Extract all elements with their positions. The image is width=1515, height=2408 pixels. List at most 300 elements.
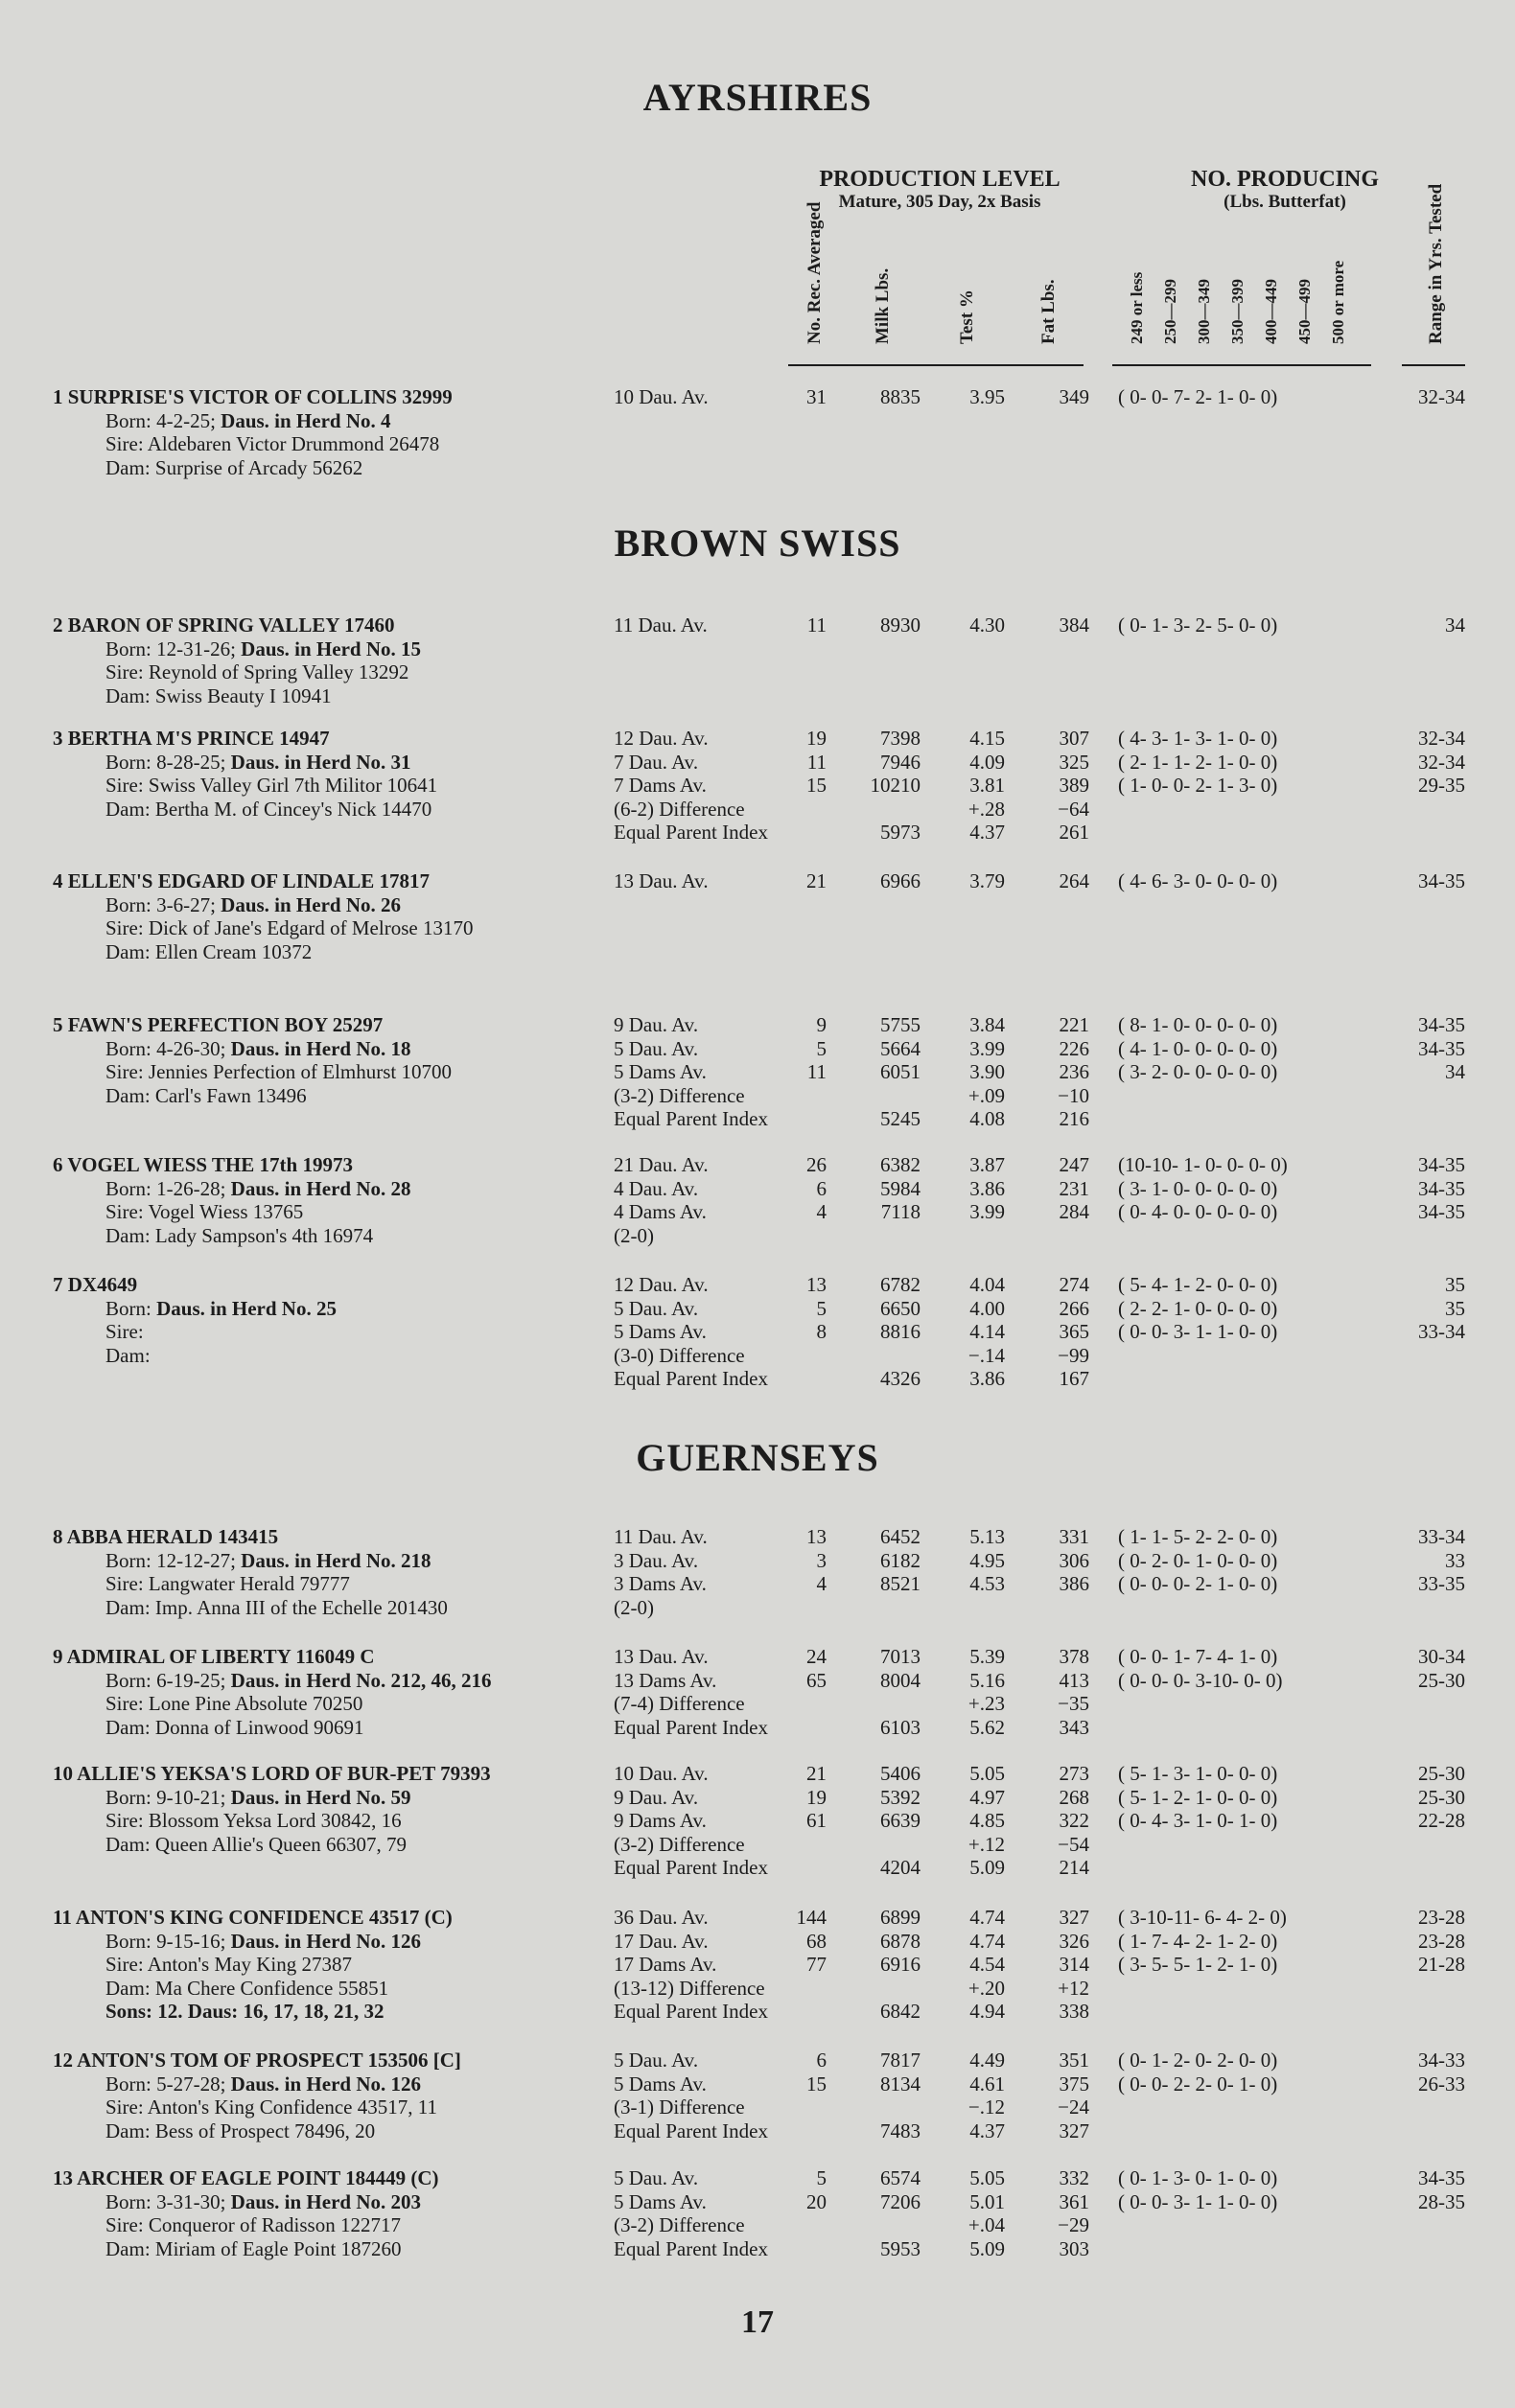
fat-lbs: 273 — [1059, 1762, 1089, 1785]
born-line — [105, 1177, 411, 1200]
fat-lbs: −99 — [1058, 1343, 1089, 1367]
milk-lbs: 7206 — [880, 2189, 921, 2213]
rec-averaged: 5 — [816, 2166, 827, 2189]
basis-label: 5 Dau. Av. — [614, 1296, 699, 1320]
basis-label: 7 Dau. Av. — [614, 750, 699, 774]
basis-label: 5 Dams Av. — [614, 1320, 707, 1344]
years-tested: 35 — [1445, 1273, 1465, 1296]
sire-line: Sire: Dick of Jane's Edgard of Melrose 13170 — [105, 916, 474, 940]
butterfat-distribution: ( 0- 1- 3- 2- 5- 0- 0) — [1118, 614, 1278, 637]
rec-averaged: 5 — [816, 1036, 827, 1060]
basis-label: 17 Dau. Av. — [614, 1929, 709, 1953]
butterfat-distribution: ( 0- 0- 7- 2- 1- 0- 0) — [1118, 385, 1278, 408]
basis-label: Equal Parent Index — [614, 1367, 768, 1391]
years-tested: 34-35 — [1418, 2166, 1465, 2189]
basis-label: 10 Dau. Av. — [614, 385, 709, 408]
years-tested: 23-28 — [1418, 1929, 1465, 1953]
section-title: AYRSHIRES — [642, 76, 873, 119]
basis-label: Equal Parent Index — [614, 821, 768, 845]
fat-lbs: 314 — [1059, 1953, 1089, 1977]
test-percent: 4.74 — [969, 1929, 1005, 1953]
test-percent: 3.79 — [969, 869, 1005, 892]
fat-lbs: −24 — [1058, 2095, 1089, 2119]
rec-averaged: 144 — [796, 1906, 827, 1929]
production-basis-subheader: Mature, 305 Day, 2x Basis — [838, 192, 1041, 212]
dam-line: Dam: Imp. Anna III of the Echelle 201430 — [105, 1595, 448, 1619]
fat-lbs: 343 — [1059, 1715, 1089, 1739]
rec-averaged: 13 — [806, 1525, 827, 1548]
test-percent: 4.85 — [969, 1809, 1005, 1833]
years-tested: 34-33 — [1418, 2049, 1465, 2072]
milk-lbs: 6842 — [880, 2000, 921, 2024]
milk-lbs: 7817 — [880, 2049, 921, 2072]
rec-averaged: 4 — [816, 1200, 827, 1224]
rec-averaged: 15 — [806, 2072, 827, 2095]
rec-averaged: 13 — [806, 1273, 827, 1296]
dam-line: Dam: — [105, 1343, 151, 1367]
test-percent: 4.54 — [969, 1953, 1005, 1977]
fat-lbs: +12 — [1058, 1976, 1089, 2000]
years-tested: 34 — [1445, 1060, 1465, 1084]
sire-line: Sire: Conqueror of Radisson 122717 — [105, 2213, 401, 2237]
milk-lbs: 7013 — [880, 1645, 921, 1668]
basis-label: (3-2) Difference — [614, 1083, 745, 1107]
header-rule — [788, 364, 1084, 366]
milk-lbs: 6916 — [880, 1953, 921, 1977]
no-producing-header: NO. PRODUCING — [1191, 167, 1379, 192]
rec-averaged: 61 — [806, 1809, 827, 1833]
butterfat-distribution: ( 0- 2- 0- 1- 0- 0- 0) — [1118, 1548, 1278, 1572]
rec-averaged: 31 — [806, 385, 827, 408]
born-date: Born: 4-26-30; — [105, 1036, 226, 1060]
rec-averaged: 19 — [806, 727, 827, 750]
test-percent: +.20 — [967, 1976, 1005, 2000]
sire-line: Sire: Anton's King Confidence 43517, 11 — [105, 2095, 437, 2119]
fat-lbs: 326 — [1059, 1929, 1089, 1953]
years-tested: 33 — [1445, 1548, 1465, 1572]
rec-averaged: 65 — [806, 1668, 827, 1692]
years-tested: 33-35 — [1418, 1572, 1465, 1596]
test-percent: 3.90 — [969, 1060, 1005, 1084]
butterfat-distribution: ( 0- 4- 3- 1- 0- 1- 0) — [1118, 1809, 1278, 1833]
col-header-dist-4: 400—449 — [1262, 279, 1280, 344]
milk-lbs: 6182 — [880, 1548, 921, 1572]
test-percent: 3.95 — [969, 385, 1005, 408]
years-tested: 25-30 — [1418, 1785, 1465, 1809]
milk-lbs: 6639 — [880, 1809, 921, 1833]
basis-label: 11 Dau. Av. — [614, 1525, 708, 1548]
rec-averaged: 77 — [806, 1953, 827, 1977]
fat-lbs: 331 — [1059, 1525, 1089, 1548]
fat-lbs: 332 — [1059, 2166, 1089, 2189]
fat-lbs: 264 — [1059, 869, 1089, 892]
basis-label: Equal Parent Index — [614, 1715, 768, 1739]
test-percent: 4.61 — [969, 2072, 1005, 2095]
butterfat-distribution: ( 0- 0- 2- 2- 0- 1- 0) — [1118, 2072, 1278, 2095]
basis-label: 5 Dau. Av. — [614, 2049, 699, 2072]
page-number: 17 — [741, 2304, 774, 2340]
rec-averaged: 21 — [806, 869, 827, 892]
herd-number: Daus. in Herd No. 59 — [230, 1785, 411, 1809]
col-header-dist-2: 300—349 — [1195, 279, 1213, 344]
col-header-dist-6: 500 or more — [1329, 260, 1347, 344]
test-percent: 3.86 — [969, 1367, 1005, 1391]
milk-lbs: 6878 — [880, 1929, 921, 1953]
fat-lbs: 236 — [1059, 1060, 1089, 1084]
basis-label: 5 Dau. Av. — [614, 2166, 699, 2189]
sire-name: 8 ABBA HERALD 143415 — [53, 1525, 279, 1548]
col-header-range: Range in Yrs. Tested — [1426, 183, 1446, 344]
dam-line: Dam: Carl's Fawn 13496 — [105, 1083, 307, 1107]
born-line — [105, 637, 421, 660]
fat-lbs: 361 — [1059, 2189, 1089, 2213]
test-percent: 4.04 — [969, 1273, 1005, 1296]
butterfat-distribution: ( 4- 6- 3- 0- 0- 0- 0) — [1118, 869, 1278, 892]
basis-label: (7-4) Difference — [614, 1692, 745, 1716]
test-percent: +.28 — [967, 797, 1005, 821]
years-tested: 34-35 — [1418, 1013, 1465, 1036]
fat-lbs: 268 — [1059, 1785, 1089, 1809]
herd-number: Daus. in Herd No. 28 — [230, 1176, 411, 1200]
test-percent: +.09 — [967, 1083, 1005, 1107]
test-percent: 5.39 — [969, 1645, 1005, 1668]
years-tested: 21-28 — [1418, 1953, 1465, 1977]
test-percent: 4.30 — [969, 614, 1005, 637]
herd-number: Daus. in Herd No. 15 — [241, 637, 422, 660]
fat-lbs: 378 — [1059, 1645, 1089, 1668]
basis-label: 11 Dau. Av. — [614, 614, 708, 637]
sire-name: 4 ELLEN'S EDGARD OF LINDALE 17817 — [53, 869, 431, 892]
butterfat-distribution: ( 0- 1- 2- 0- 2- 0- 0) — [1118, 2049, 1278, 2072]
rec-averaged: 3 — [816, 1548, 827, 1572]
born-date: Born: 12-31-26; — [105, 637, 236, 660]
production-level-header: PRODUCTION LEVEL — [819, 167, 1060, 192]
test-percent: 4.97 — [969, 1785, 1005, 1809]
dam-line: Dam: Surprise of Arcady 56262 — [105, 455, 363, 479]
test-percent: 4.95 — [969, 1548, 1005, 1572]
butterfat-distribution: ( 4- 3- 1- 3- 1- 0- 0) — [1118, 727, 1278, 750]
rec-averaged: 11 — [806, 1060, 827, 1084]
milk-lbs: 6966 — [880, 869, 921, 892]
milk-lbs: 8835 — [880, 385, 921, 408]
basis-label: Equal Parent Index — [614, 2119, 768, 2142]
fat-lbs: 221 — [1059, 1013, 1089, 1036]
herd-number: Daus. in Herd No. 126 — [230, 2072, 422, 2095]
rec-averaged: 4 — [816, 1572, 827, 1596]
born-line — [105, 751, 411, 774]
test-percent: 3.87 — [969, 1153, 1005, 1176]
born-date: Born: 12-12-27; — [105, 1548, 236, 1572]
herd-number: Daus. in Herd No. 18 — [230, 1036, 411, 1060]
test-percent: 4.94 — [969, 2000, 1005, 2024]
dam-line: Dam: Miriam of Eagle Point 187260 — [105, 2236, 402, 2260]
fat-lbs: 284 — [1059, 1200, 1089, 1224]
milk-lbs: 5406 — [880, 1762, 921, 1785]
sire-name: 2 BARON OF SPRING VALLEY 17460 — [53, 614, 395, 637]
fat-lbs: 338 — [1059, 2000, 1089, 2024]
basis-label: (3-0) Difference — [614, 1343, 745, 1367]
dam-line: Dam: Bess of Prospect 78496, 20 — [105, 2119, 376, 2142]
test-percent: 3.99 — [969, 1036, 1005, 1060]
years-tested: 34-35 — [1418, 1036, 1465, 1060]
basis-label: 9 Dams Av. — [614, 1809, 707, 1833]
test-percent: 5.13 — [969, 1525, 1005, 1548]
test-percent: 5.09 — [969, 2236, 1005, 2260]
fat-lbs: 274 — [1059, 1273, 1089, 1296]
basis-label: (3-2) Difference — [614, 1832, 745, 1856]
sire-line: Sire: Reynold of Spring Valley 13292 — [105, 660, 409, 684]
milk-lbs: 5755 — [880, 1013, 921, 1036]
sire-name: 9 ADMIRAL OF LIBERTY 116049 C — [53, 1645, 375, 1668]
years-tested: 30-34 — [1418, 1645, 1465, 1668]
rec-averaged: 8 — [816, 1320, 827, 1344]
basis-label: 5 Dams Av. — [614, 2072, 707, 2095]
years-tested: 33-34 — [1418, 1320, 1465, 1344]
fat-lbs: 167 — [1059, 1367, 1089, 1391]
col-header-milk: Milk Lbs. — [873, 267, 893, 344]
born-line — [105, 1669, 492, 1692]
sire-name: 7 DX4649 — [53, 1273, 138, 1296]
col-header-test: Test % — [957, 289, 977, 344]
milk-lbs: 7118 — [880, 1200, 921, 1224]
basis-label: 5 Dams Av. — [614, 1060, 707, 1084]
born-date: Born: 5-27-28; — [105, 2072, 226, 2095]
butterfat-distribution: ( 2- 1- 1- 2- 1- 0- 0) — [1118, 750, 1278, 774]
herd-number: Daus. in Herd No. 126 — [230, 1929, 422, 1953]
basis-label: 13 Dau. Av. — [614, 869, 709, 892]
milk-lbs: 6574 — [880, 2166, 921, 2189]
years-tested: 34-35 — [1418, 1153, 1465, 1176]
basis-label: 21 Dau. Av. — [614, 1153, 709, 1176]
header-rule — [1112, 364, 1371, 366]
test-percent: 4.37 — [969, 821, 1005, 845]
fat-lbs: −64 — [1058, 797, 1089, 821]
milk-lbs: 7398 — [880, 727, 921, 750]
butterfat-distribution: ( 0- 0- 3- 1- 1- 0- 0) — [1118, 2189, 1278, 2213]
sire-name: 6 VOGEL WIESS THE 17th 19973 — [53, 1153, 353, 1176]
born-line — [105, 893, 401, 916]
years-tested: 29-35 — [1418, 774, 1465, 798]
fat-lbs: 349 — [1059, 385, 1089, 408]
fat-lbs: 231 — [1059, 1176, 1089, 1200]
test-percent: 5.62 — [969, 1715, 1005, 1739]
born-date: Born: 8-28-25; — [105, 750, 226, 774]
section-title: GUERNSEYS — [636, 1436, 879, 1479]
butterfat-distribution: ( 0- 1- 3- 0- 1- 0- 0) — [1118, 2166, 1278, 2189]
years-tested: 34 — [1445, 614, 1465, 637]
section-title: BROWN SWISS — [614, 521, 901, 565]
sire-line: Sire: Anton's May King 27387 — [105, 1953, 352, 1977]
basis-label: (3-1) Difference — [614, 2095, 745, 2119]
header-rule — [1402, 364, 1465, 366]
butterfat-distribution: ( 4- 1- 0- 0- 0- 0- 0) — [1118, 1036, 1278, 1060]
basis-label: 10 Dau. Av. — [614, 1762, 709, 1785]
years-tested: 34-35 — [1418, 1176, 1465, 1200]
basis-label: (2-0) — [614, 1223, 654, 1247]
test-percent: 5.01 — [969, 2189, 1005, 2213]
fat-lbs: 216 — [1059, 1107, 1089, 1131]
butterfat-distribution: ( 3- 1- 0- 0- 0- 0- 0) — [1118, 1176, 1278, 1200]
basis-label: 5 Dams Av. — [614, 2189, 707, 2213]
butterfat-distribution: ( 3-10-11- 6- 4- 2- 0) — [1118, 1906, 1287, 1929]
fat-lbs: 365 — [1059, 1320, 1089, 1344]
milk-lbs: 6782 — [880, 1273, 921, 1296]
rec-averaged: 24 — [806, 1645, 827, 1668]
fat-lbs: 303 — [1059, 2236, 1089, 2260]
milk-lbs: 5392 — [880, 1785, 921, 1809]
test-percent: +.04 — [967, 2213, 1005, 2237]
herd-number: Daus. in Herd No. 31 — [230, 750, 411, 774]
dam-line: Dam: Ma Chere Confidence 55851 — [105, 1976, 389, 2000]
sire-name: 13 ARCHER OF EAGLE POINT 184449 (C) — [53, 2166, 439, 2189]
basis-label: (3-2) Difference — [614, 2213, 745, 2237]
milk-lbs: 8521 — [880, 1572, 921, 1596]
basis-label: (13-12) Difference — [614, 1976, 765, 2000]
butterfat-distribution: ( 0- 4- 0- 0- 0- 0- 0) — [1118, 1200, 1278, 1224]
sire-line: Sire: Lone Pine Absolute 70250 — [105, 1692, 363, 1716]
years-tested: 23-28 — [1418, 1906, 1465, 1929]
years-tested: 25-30 — [1418, 1762, 1465, 1785]
test-percent: 4.08 — [969, 1107, 1005, 1131]
born-date: Born: 4-2-25; — [105, 408, 216, 432]
rec-averaged: 6 — [816, 1176, 827, 1200]
basis-label: 12 Dau. Av. — [614, 727, 709, 750]
basis-label: 3 Dams Av. — [614, 1572, 707, 1596]
years-tested: 34-35 — [1418, 1200, 1465, 1224]
rec-averaged: 26 — [806, 1153, 827, 1176]
years-tested: 28-35 — [1418, 2189, 1465, 2213]
born-date: Born: 3-31-30; — [105, 2189, 226, 2213]
fat-lbs: 266 — [1059, 1296, 1089, 1320]
milk-lbs: 6650 — [880, 1296, 921, 1320]
sons-line: Sons: 12. Daus: 16, 17, 18, 21, 32 — [105, 2000, 385, 2024]
test-percent: 4.15 — [969, 727, 1005, 750]
basis-label: 13 Dau. Av. — [614, 1645, 709, 1668]
sire-line: Sire: Langwater Herald 79777 — [105, 1572, 350, 1596]
years-tested: 33-34 — [1418, 1525, 1465, 1548]
col-header-no-rec: No. Rec. Averaged — [804, 201, 825, 344]
basis-label: 5 Dau. Av. — [614, 1036, 699, 1060]
rec-averaged: 21 — [806, 1762, 827, 1785]
rec-averaged: 20 — [806, 2189, 827, 2213]
rec-averaged: 11 — [806, 750, 827, 774]
born-line — [105, 2190, 421, 2213]
rec-averaged: 19 — [806, 1785, 827, 1809]
butterfat-distribution: ( 1- 0- 0- 2- 1- 3- 0) — [1118, 774, 1278, 798]
born-line — [105, 1786, 411, 1809]
test-percent: 5.16 — [969, 1668, 1005, 1692]
fat-lbs: −35 — [1058, 1692, 1089, 1716]
born-line — [105, 409, 391, 432]
born-date: Born: — [105, 1296, 152, 1320]
fat-lbs: 375 — [1059, 2072, 1089, 2095]
fat-lbs: 307 — [1059, 727, 1089, 750]
born-date: Born: 3-6-27; — [105, 892, 216, 916]
butterfat-distribution: ( 0- 0- 3- 1- 1- 0- 0) — [1118, 1320, 1278, 1344]
rec-averaged: 15 — [806, 774, 827, 798]
basis-label: 3 Dau. Av. — [614, 1548, 699, 1572]
sire-line: Sire: Swiss Valley Girl 7th Militor 10641 — [105, 774, 438, 798]
fat-lbs: 306 — [1059, 1548, 1089, 1572]
milk-lbs: 6382 — [880, 1153, 921, 1176]
test-percent: 3.81 — [969, 774, 1005, 798]
sire-name: 12 ANTON'S TOM OF PROSPECT 153506 [C] — [53, 2049, 461, 2072]
basis-label: Equal Parent Index — [614, 1107, 768, 1131]
fat-lbs: 327 — [1059, 1906, 1089, 1929]
born-line — [105, 2072, 421, 2095]
rec-averaged: 5 — [816, 1296, 827, 1320]
born-date: Born: 6-19-25; — [105, 1668, 226, 1692]
butterfat-distribution: ( 8- 1- 0- 0- 0- 0- 0) — [1118, 1013, 1278, 1036]
sire-name: 5 FAWN'S PERFECTION BOY 25297 — [53, 1013, 384, 1036]
basis-label: (6-2) Difference — [614, 797, 745, 821]
fat-lbs: −10 — [1058, 1083, 1089, 1107]
milk-lbs: 4326 — [880, 1367, 921, 1391]
years-tested: 26-33 — [1418, 2072, 1465, 2095]
born-date: Born: 9-10-21; — [105, 1785, 226, 1809]
sire-name: 1 SURPRISE'S VICTOR OF COLLINS 32999 — [53, 385, 453, 408]
dam-line: Dam: Queen Allie's Queen 66307, 79 — [105, 1832, 408, 1856]
butterfat-distribution: ( 0- 0- 0- 3-10- 0- 0) — [1118, 1668, 1283, 1692]
col-header-dist-0: 249 or less — [1128, 271, 1146, 344]
test-percent: 3.99 — [969, 1200, 1005, 1224]
butterfat-distribution: ( 0- 0- 1- 7- 4- 1- 0) — [1118, 1645, 1278, 1668]
test-percent: 4.74 — [969, 1906, 1005, 1929]
fat-lbs: 325 — [1059, 750, 1089, 774]
sire-line: Sire: Aldebaren Victor Drummond 26478 — [105, 432, 440, 456]
fat-lbs: 327 — [1059, 2119, 1089, 2142]
butterfat-distribution: ( 5- 1- 2- 1- 0- 0- 0) — [1118, 1785, 1278, 1809]
years-tested: 32-34 — [1418, 750, 1465, 774]
milk-lbs: 6051 — [880, 1060, 921, 1084]
sire-line: Sire: Jennies Perfection of Elmhurst 10700 — [105, 1060, 453, 1084]
born-line — [105, 1930, 421, 1953]
test-percent: 4.53 — [969, 1572, 1005, 1596]
basis-label: 12 Dau. Av. — [614, 1273, 709, 1296]
milk-lbs: 6899 — [880, 1906, 921, 1929]
fat-lbs: −54 — [1058, 1832, 1089, 1856]
milk-lbs: 7483 — [880, 2119, 921, 2142]
years-tested: 35 — [1445, 1296, 1465, 1320]
milk-lbs: 8930 — [880, 614, 921, 637]
milk-lbs: 6452 — [880, 1525, 921, 1548]
fat-lbs: 322 — [1059, 1809, 1089, 1833]
rec-averaged: 11 — [806, 614, 827, 637]
milk-lbs: 6103 — [880, 1715, 921, 1739]
butterfat-distribution: ( 1- 7- 4- 2- 1- 2- 0) — [1118, 1929, 1278, 1953]
butterfat-distribution: ( 2- 2- 1- 0- 0- 0- 0) — [1118, 1296, 1278, 1320]
basis-label: Equal Parent Index — [614, 1856, 768, 1880]
col-header-fat: Fat Lbs. — [1038, 279, 1059, 344]
test-percent: 5.09 — [969, 1856, 1005, 1880]
born-date: Born: 1-26-28; — [105, 1176, 226, 1200]
butterfat-distribution: ( 5- 4- 1- 2- 0- 0- 0) — [1118, 1273, 1278, 1296]
herd-number: Daus. in Herd No. 218 — [241, 1548, 431, 1572]
sire-name: 11 ANTON'S KING CONFIDENCE 43517 (C) — [53, 1906, 453, 1929]
basis-label: 17 Dams Av. — [614, 1953, 717, 1977]
basis-label: 4 Dams Av. — [614, 1200, 707, 1224]
herd-number: Daus. in Herd No. 212, 46, 216 — [230, 1668, 492, 1692]
basis-label: 36 Dau. Av. — [614, 1906, 709, 1929]
no-producing-subheader: (Lbs. Butterfat) — [1224, 192, 1346, 212]
milk-lbs: 8134 — [880, 2072, 921, 2095]
rec-averaged: 68 — [806, 1929, 827, 1953]
fat-lbs: 386 — [1059, 1572, 1089, 1596]
test-percent: 5.05 — [969, 1762, 1005, 1785]
col-header-dist-5: 450—499 — [1295, 279, 1314, 344]
fat-lbs: −29 — [1058, 2213, 1089, 2237]
basis-label: Equal Parent Index — [614, 2236, 768, 2260]
